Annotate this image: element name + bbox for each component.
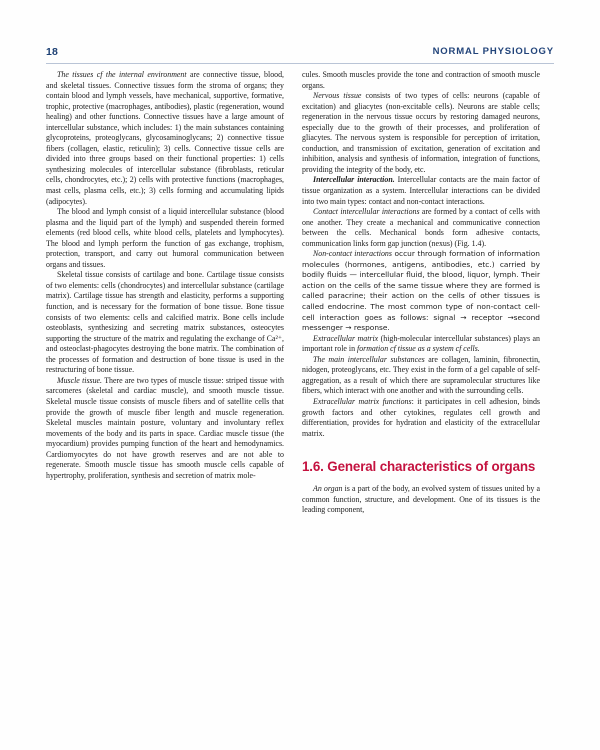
lead-in-italic: An organ bbox=[313, 484, 343, 494]
paragraph-text: : it participates in cell adhesion, binds growth factors and other cytokines, regulates cell growth and differentiation, provides for hydration and elasticity of the extracellular matrix. bbox=[302, 396, 540, 438]
lead-in-bold-italic: Intercellular interaction. bbox=[313, 175, 395, 185]
paragraph-text: Intercellular contacts are the main factor of tissue organization as a system. Intercellular interactions can be divided into two main types: contact and non-contact interactions. bbox=[302, 175, 541, 206]
paragraph-skeletal-tissue bbox=[46, 270, 284, 375]
right-column bbox=[302, 70, 540, 726]
paragraph-extracellular-matrix-functions bbox=[302, 397, 540, 439]
paragraph-text: occur through formation of information molecules (hormones, antigens, antibodies, etc.) carried by bodily fluids — intercellular fluid, the blood, liquor, lymph. Their action on the cells of the same tissue where they are formed is called paracrine; their action on the cells of other tissues is called endocrine. The most common type of non-contact cell-cell interaction goes as follows: signal → receptor →second messenger → response. bbox=[302, 249, 540, 333]
paragraph-non-contact-interactions bbox=[302, 249, 540, 333]
running-head bbox=[46, 46, 554, 64]
left-column bbox=[46, 70, 284, 726]
header-rule bbox=[46, 63, 554, 64]
paragraph-tissues-internal-environment bbox=[46, 70, 284, 207]
lead-in-italic: Non-contact interactions bbox=[313, 249, 392, 259]
two-column-body bbox=[46, 70, 554, 726]
paragraph-text: Skeletal tissue consists of cartilage and bone. Cartilage tissue consists of two elements: cells (chondrocytes) and intercellular substance (cartilage matrix). Cartilage tissue has strength and elasticity, performs a supporting function, and is necessary for the formation of bone tissue. Bone tissue consists of two elements: cells and calcified matrix. Bone cells include osteoblasts, synthesizing and secreting matrix substances, osteocytes supporting the structure of the matrix and regulating the exchange of Ca²⁺, and osteoclast-phagocytes destroying the bone matrix. The combination of the processes of formation and destruction of bone tissue is used in the restructuring of bone tissue. bbox=[46, 270, 284, 375]
paragraph-text: cules. Smooth muscles provide the tone and contraction of smooth muscle organs. bbox=[302, 70, 540, 90]
paragraph-nervous-tissue bbox=[302, 91, 540, 175]
paragraph-muscle-tissue bbox=[46, 376, 284, 481]
paragraph-smooth-muscles-continued bbox=[302, 70, 540, 91]
paragraph-text-italic-tail: formation cf tissue as a system cf cells. bbox=[357, 344, 480, 354]
paragraph-text: There are two types of muscle tissue: striped tissue with sarcomeres (skeletal and cardiac muscle), and smooth muscle tissue. Skeletal muscle tissue consists of muscle fibers and of satellite cells that provide the growth of muscle fiber length and muscle regeneration. Skeletal muscles maintain posture, voluntary and involuntary reflex movements of the body and its parts in space. Cardiac muscle tissue (the myocardium) provides pumping function of the heart and hemodynamics. Cardiomyocytes do not have growth reserves and are not able to regenerate. Smooth muscle tissue has smooth muscle cells capable of hypertrophy, proliferation, synthesis and secretion of matrix mole- bbox=[46, 375, 284, 480]
lead-in-italic: The main intercellular substances bbox=[313, 354, 425, 364]
lead-in-italic: Extracellular matrix functions bbox=[313, 396, 412, 406]
lead-in-italic: Nervous tissue bbox=[313, 91, 362, 101]
paragraph-text: (high-molecular intercellular substances) plays an important role in bbox=[302, 333, 540, 354]
lead-in-italic: Contact intercellular interactions bbox=[313, 207, 420, 217]
paragraph-text: are formed by a contact of cells with one another. They create a mechanical and communicative connection between the cells. Mechanical bonds form adhesive contacts, communication links form gap junction (nexus) (Fig. 1.4). bbox=[302, 207, 541, 248]
lead-in-italic: Extracellular matrix bbox=[313, 333, 379, 343]
paragraph-text: The blood and lymph consist of a liquid intercellular substance (blood plasma and the liquid part of the lymph) and suspended therein formed elements (red blood cells, white blood cells, platelets and lymphocytes). The blood and lymph perform the function of gas exchange, trophism, protection, transport, and carry out humoral communication between organs and tissues. bbox=[46, 207, 284, 269]
paragraph-extracellular-matrix bbox=[302, 334, 540, 355]
running-title: NORMAL PHYSIOLOGY bbox=[432, 46, 554, 57]
paragraph-an-organ bbox=[302, 484, 540, 516]
paragraph-intercellular-interaction bbox=[302, 175, 540, 207]
paragraph-text: consists of two types of cells: neurons (capable of excitation) and gliacytes (non-excitable cells). Neurons are stable cells; regeneration in the nervous tissue occurs by restoring damaged neurons, especially due to the growth of their processes, and proliferation of gliacytes. The nervous system is responsible for perception of irritation, conduction, and transmission of excitation, generation of excitation and inhibition, analysis and synthesis of information, integration of functions, providing the integrity of the body, etc. bbox=[302, 91, 540, 174]
paragraph-contact-interactions bbox=[302, 207, 540, 249]
page-number: 18 bbox=[46, 46, 59, 58]
heading-spacer-above bbox=[302, 439, 540, 459]
paragraph-text: are connective tissue, blood, and skeletal tissues. Connective tissues form the stroma of organs; they contain blood and lymph vessels, have mechanical, supportive, formative, trophic, protective (macrophages, antibodies), plastic (regeneration, wound healing) and other functions. Connective tissues have a large amount of intercellular substance, which includes: 1) the main substances containing glycoproteins, proteoglycans, glycosaminoglycans; 2) connective tissue fibers (collagen, elastic, reticulin); 3) cells. Connective tissue cells are divided into three groups based on their functional properties: 1) cells synthesizing molecules of intercellular substance (fibroblasts, reticular cells, chondrocytes, etc.); 2) cells with protective functions (macrophages, mast cells, plasma cells, etc.); 3) cells forming and accumulating lipids (adipocytes). bbox=[46, 70, 284, 206]
heading-spacer-below bbox=[302, 475, 540, 484]
lead-in-italic: Muscle tissue. bbox=[57, 375, 103, 385]
lead-in-italic: The tissues cf the internal environment bbox=[57, 70, 187, 79]
paragraph-text: are collagen, laminin, fibronectin, nidogen, proteoglycans, etc. They exist in the form of a gel capable of self-aggregation, as a result of which there are supramolecular structures like fibers, which interact with one another and with the surrounding cells. bbox=[302, 354, 540, 396]
paragraph-main-intercellular-substances bbox=[302, 355, 540, 397]
section-heading-1-6: 1.6. General characteristics of organs bbox=[302, 459, 536, 475]
paragraph-blood-and-lymph bbox=[46, 207, 284, 270]
paragraph-text: is a part of the body, an evolved system of tissues united by a common function, structure, and development. One of its tissues is the leading component, bbox=[302, 484, 540, 515]
